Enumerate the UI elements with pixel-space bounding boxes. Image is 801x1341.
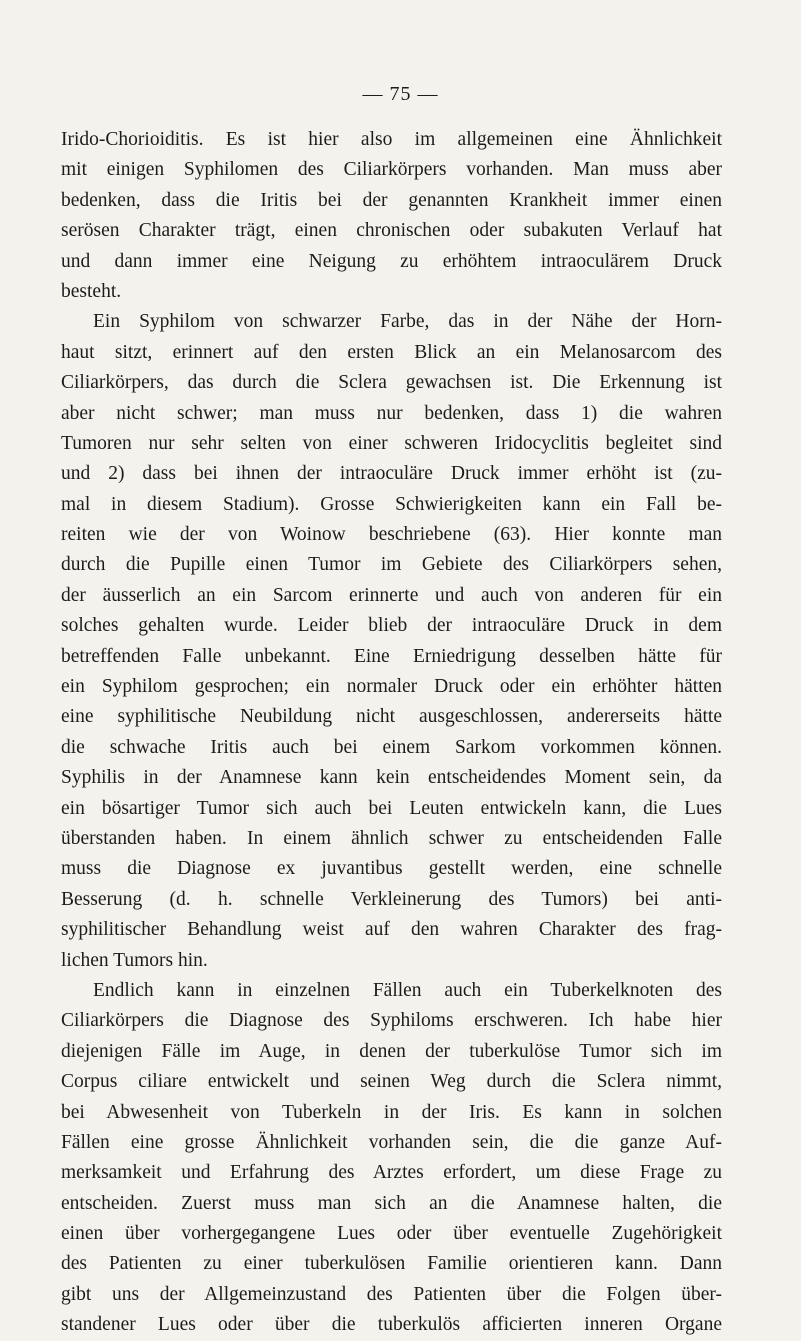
text-line: Syphilis in der Anamnese kann kein entscheidendes Moment sein, da	[61, 767, 722, 789]
text-line: einen über vorhergegangene Lues oder über eventuelle Zugehörigkeit	[61, 1223, 722, 1245]
text-line: eine syphilitische Neubildung nicht ausgeschlossen, andererseits hätte	[61, 706, 722, 728]
text-line: überstanden haben. In einem ähnlich schwer zu entscheidenden Falle	[61, 827, 722, 849]
text-line: des Patienten zu einer tuberkulösen Familie orientieren kann. Dann	[61, 1253, 722, 1275]
text-line: Besserung (d. h. schnelle Verkleinerung des Tumors) bei anti-	[61, 888, 722, 910]
text-line: gibt uns der Allgemeinzustand des Patienten über die Folgen über-	[61, 1283, 722, 1305]
text-line: merksamkeit und Erfahrung des Arztes erfordert, um diese Frage zu	[61, 1162, 722, 1184]
text-line: serösen Charakter trägt, einen chronischen oder subakuten Verlauf hat	[61, 220, 722, 242]
body-text	[61, 125, 722, 1341]
text-line: und dann immer eine Neigung zu erhöhtem intraoculärem Druck	[61, 250, 722, 272]
text-line: der äusserlich an ein Sarcom erinnerte und auch von anderen für ein	[61, 584, 722, 606]
text-line: mit einigen Syphilomen des Ciliarkörpers vorhanden. Man muss aber	[61, 159, 722, 181]
text-line: standener Lues oder über die tuberkulös afficierten inneren Organe	[61, 1314, 722, 1336]
text-line: Endlich kann in einzelnen Fällen auch ein Tuberkelknoten des	[93, 979, 722, 1001]
text-line: durch die Pupille einen Tumor im Gebiete des Ciliarkörpers sehen,	[61, 554, 722, 576]
text-line: entscheiden. Zuerst muss man sich an die Anamnese halten, die	[61, 1192, 722, 1214]
text-line: Ciliarkörpers die Diagnose des Syphiloms erschweren. Ich habe hier	[61, 1010, 722, 1032]
text-line: ein Syphilom gesprochen; ein normaler Druck oder ein erhöhter hätten	[61, 676, 722, 698]
text-line: solches gehalten wurde. Leider blieb der intraoculäre Druck in dem	[61, 615, 722, 637]
text-line: betreffenden Falle unbekannt. Eine Erniedrigung desselben hätte für	[61, 645, 722, 667]
text-line: und 2) dass bei ihnen der intraoculäre Druck immer erhöht ist (zu-	[61, 463, 722, 485]
text-line: syphilitischer Behandlung weist auf den wahren Charakter des frag-	[61, 919, 722, 941]
text-line: die schwache Iritis auch bei einem Sarkom vorkommen können.	[61, 736, 722, 758]
text-line: Tumoren nur sehr selten von einer schweren Iridocyclitis begleitet sind	[61, 432, 722, 454]
text-line: aber nicht schwer; man muss nur bedenken, dass 1) die wahren	[61, 402, 722, 424]
text-line: Ciliarkörpers, das durch die Sclera gewachsen ist. Die Erkennung ist	[61, 372, 722, 394]
text-line: besteht.	[61, 280, 122, 302]
text-line: Irido-Chorioiditis. Es ist hier also im allgemeinen eine Ähnlichkeit	[61, 129, 722, 150]
text-line: Fällen eine grosse Ähnlichkeit vorhanden sein, die die ganze Auf-	[61, 1131, 722, 1153]
text-line: mal in diesem Stadium). Grosse Schwierigkeiten kann ein Fall be-	[61, 493, 722, 515]
page-number: — 75 —	[362, 83, 439, 105]
text-line: lichen Tumors hin.	[61, 949, 208, 971]
text-line: reiten wie der von Woinow beschriebene (63). Hier konnte man	[61, 524, 722, 546]
text-line: bei Abwesenheit von Tuberkeln in der Iris. Es kann in solchen	[61, 1101, 722, 1123]
text-line: ein bösartiger Tumor sich auch bei Leuten entwickeln kann, die Lues	[61, 797, 722, 819]
text-line: muss die Diagnose ex juvantibus gestellt werden, eine schnelle	[61, 858, 722, 880]
text-line: haut sitzt, erinnert auf den ersten Blick an ein Melanosarcom des	[61, 341, 722, 363]
text-line: Ein Syphilom von schwarzer Farbe, das in der Nähe der Horn-	[93, 311, 722, 333]
text-line: diejenigen Fälle im Auge, in denen der tuberkulöse Tumor sich im	[61, 1040, 722, 1062]
text-line: Corpus ciliare entwickelt und seinen Weg durch die Sclera nimmt,	[61, 1071, 722, 1093]
text-line: bedenken, dass die Iritis bei der genannten Krankheit immer einen	[61, 189, 722, 211]
